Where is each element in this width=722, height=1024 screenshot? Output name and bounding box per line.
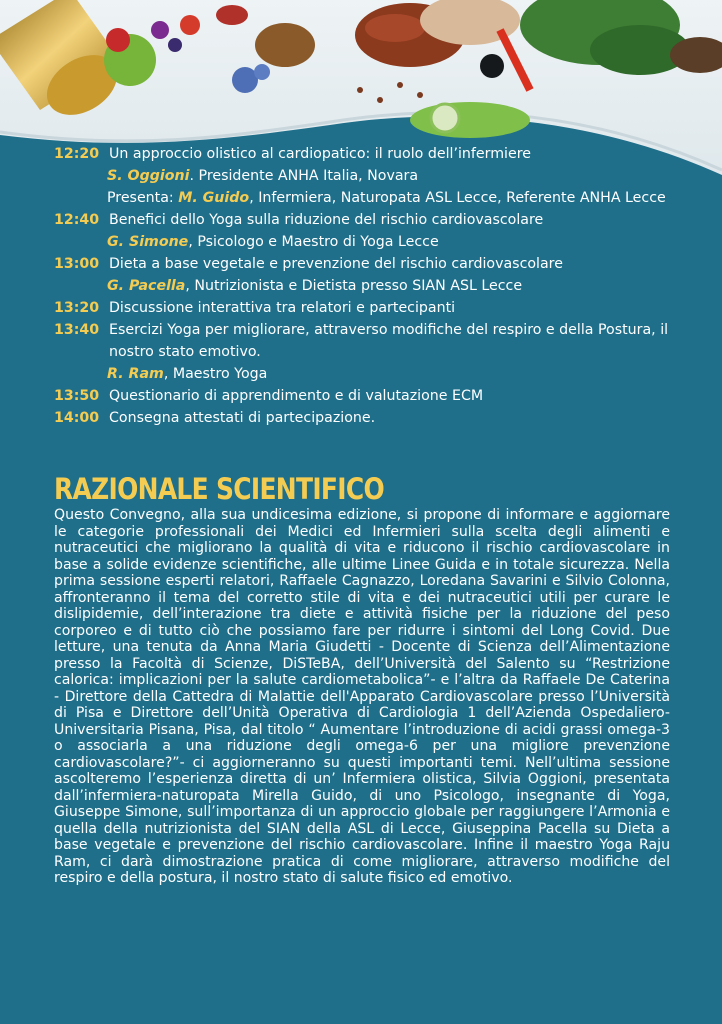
- program-time: 12:20: [54, 146, 100, 162]
- program-time: 13:50: [54, 388, 100, 404]
- rationale-paragraph: Questo Convegno, alla sua undicesima edizione, si propone di informare e aggiornare le categorie professionali dei Medici ed Infermieri sulla scelta degli alimenti e nutraceutici che migliorano la qualità di vita e riducono il rischio cardiovascolare in base a solide evidenze scientifiche, alle ultime Linee Guida e in totale sicurezza. Nella prima sessione esperti relatori, Raffaele Cagnazzo, Loredana Savarini e Silvio Colonna, affronteranno il tema del corretto stile di vita e dei nutraceutici utili per curare le dislipidemie, dell’interazione tra diete e attività fisiche per la riduzione del peso corporeo e di tutto ciò che possiamo fare per ridurre i sintomi del Long Covid. Due letture, una tenuta da Anna Maria Giudetti - Docente di Scienza dell’Alimentazione presso la Facoltà di Scienze, DiSTeBA, dell’Università del Salento su “Restrizione calorica: implicazioni per la salute cardiometabolica”- e l’altra da Raffaele De Caterina - Direttore della Cattedra di Malattie dell'Apparato Cardiovascolare presso l’Università di Pisa e Direttore dell’Unità Operativa di Cardiologia 1 dell’Azienda Ospedaliero-Universitaria Pisana, Pisa, dal titolo “ Aumentare l’introduzione di acidi grassi omega-3 o associarla a una riduzione degli omega-6 per una migliore prevenzione cardiovascolare?”- ci aggiorneranno su questi importanti temi. Nell’ultima sessione ascolteremo l’esperienza diretta di un’ Infermiera olistica, Silvia Oggioni, presentata dall’infermiera-naturopata Mirella Guido, di uno Psicologo, insegnante di Yoga, Giuseppe Simone, sull’importanza di un approccio globale per raggiungere l’Armonia e quella della nutrizionista del SIAN della ASL di Lecce, Giuseppina Pacella su Dieta a base vegetale e prevenzione del rischio cardiovascolare. Infine il maestro Yoga Raju Ram, ci darà dimostrazione pratica di come migliorare, attraverso modifiche del respiro e della postura, il nostro stato di salute fisico ed emotivo.: [54, 507, 670, 886]
- speaker-name: M. Guido: [178, 190, 250, 206]
- program-body: [109, 143, 694, 209]
- program-title: Esercizi Yoga per migliorare, attraverso modifiche del respiro e della Postura, il nostro stato emotivo.: [109, 322, 669, 360]
- program-speaker: [107, 275, 694, 297]
- program-title: Dieta a base vegetale e prevenzione del rischio cardiovascolare: [109, 256, 563, 272]
- program-body: [109, 385, 694, 407]
- speaker-role: , Maestro Yoga: [163, 366, 268, 382]
- speaker-role: . Presidente ANHA Italia, Novara: [189, 168, 419, 184]
- speaker-name: R. Ram: [107, 366, 164, 382]
- program-speaker: [107, 187, 694, 209]
- speaker-role: , Infermiera, Naturopata ASL Lecce, Referente ANHA Lecce: [249, 190, 666, 206]
- program-title: Consegna attestati di partecipazione.: [109, 410, 376, 426]
- speaker-role: , Nutrizionista e Dietista presso SIAN ASL Lecce: [185, 278, 523, 294]
- program-schedule: [54, 143, 694, 429]
- program-time: 13:20: [54, 300, 100, 316]
- program-title: Benefici dello Yoga sulla riduzione del rischio cardiovascolare: [109, 212, 544, 228]
- program-time: 13:40: [54, 322, 100, 338]
- program-title: Discussione interattiva tra relatori e partecipanti: [109, 300, 456, 316]
- program-item: [54, 209, 694, 253]
- speaker-name: G. Pacella: [107, 278, 186, 294]
- program-title: Un approccio olistico al cardiopatico: il ruolo dell’infermiere: [109, 146, 531, 162]
- program-speaker: [107, 165, 694, 187]
- speaker-prefix: Presenta:: [107, 190, 179, 206]
- program-item: [54, 319, 694, 385]
- program-time: 14:00: [54, 410, 100, 426]
- program-body: [109, 319, 694, 385]
- section-title: RAZIONALE SCIENTIFICO: [54, 472, 384, 506]
- program-item: [54, 253, 694, 297]
- program-body: [109, 209, 694, 253]
- program-body: [109, 297, 694, 319]
- program-item: [54, 297, 694, 319]
- program-time: 12:40: [54, 212, 100, 228]
- program-speaker: [107, 231, 694, 253]
- program-item: [54, 385, 694, 407]
- program-item: [54, 143, 694, 209]
- program-speaker: [107, 363, 694, 385]
- program-time: 13:00: [54, 256, 100, 272]
- speaker-name: S. Oggioni: [107, 168, 190, 184]
- program-body: [109, 407, 694, 429]
- speaker-name: G. Simone: [107, 234, 189, 250]
- program-item: [54, 407, 694, 429]
- program-title: Questionario di apprendimento e di valutazione ECM: [109, 388, 484, 404]
- speaker-role: , Psicologo e Maestro di Yoga Lecce: [188, 234, 439, 250]
- program-body: [109, 253, 694, 297]
